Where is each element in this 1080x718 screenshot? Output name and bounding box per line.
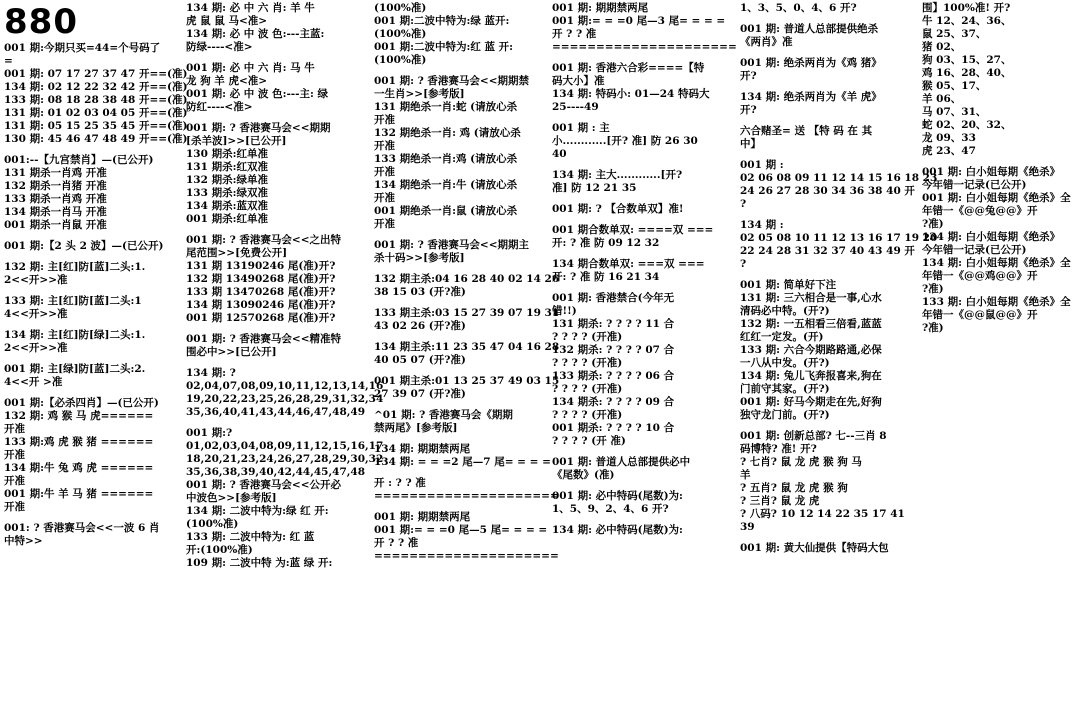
text-line: 134 期: 02 12 22 32 42 开==(准): [4, 81, 188, 93]
text-line: 牛 12、24、36、: [922, 15, 1012, 27]
spacer: [740, 151, 914, 159]
text-line: ?: [740, 258, 747, 270]
text-line: 《两肖》准: [740, 36, 793, 48]
text-line: 132 期主杀:04 16 28 40 02 14 26: [374, 273, 560, 285]
text-line: 131 期: 01 02 03 04 05 开==(准): [4, 107, 188, 119]
text-line: 001 期: 绝杀两肖为《鸡 猪》: [740, 57, 882, 69]
text-line: 2<<开>>准: [4, 274, 68, 286]
column-4: [548, 0, 736, 718]
spacer: [374, 503, 544, 511]
text-line: 001 期: 简单好下注: [740, 279, 837, 291]
text-line: =====================: [552, 41, 737, 53]
text-line: 防红----<准>: [186, 101, 253, 113]
text-line: 132 期杀: ? ? ? ? 07 合: [552, 344, 675, 356]
text-line: 001 期: ? 香港赛马会<<精准特: [186, 333, 342, 345]
spacer: [552, 516, 732, 524]
spacer: [4, 287, 178, 295]
text-line: 2<<开>>准: [4, 342, 68, 354]
text-line: 001 期杀一肖鼠 开准: [4, 219, 107, 231]
text-line: 134 期: 必 中 波 色:---主蓝:: [186, 28, 325, 40]
text-line: 134 期: 兔儿飞奔报喜来,狗在: [740, 370, 882, 382]
text-line: 001 期: ? 香港赛马会<<公开必: [186, 479, 342, 491]
text-line: (100%准): [186, 518, 239, 530]
text-line: 132 期 13490268 尾(准)开?: [186, 273, 336, 285]
spacer: [740, 271, 914, 279]
text-line: 001 期: 期期禁两尾: [552, 2, 649, 14]
text-line: ?准): [922, 218, 944, 230]
text-line: 24 26 27 28 30 34 36 38 40 开: [740, 185, 915, 197]
text-line: 001 期:今期只买=44=个号码了: [4, 42, 161, 54]
text-line: 134 期 :: [740, 219, 784, 231]
spacer: [552, 195, 732, 203]
text-line: 开准: [374, 140, 395, 152]
text-line: 130 期: 45 46 47 48 49 开==(准): [4, 133, 188, 145]
text-line: [杀羊波]>>[已公开]: [186, 135, 287, 147]
text-line: 35,36,40,41,43,44,46,47,48,49: [186, 406, 366, 418]
text-line: 开: ? 准 防 16 21 34: [552, 271, 660, 283]
text-line: 开准: [374, 166, 395, 178]
text-line: 43 02 26 (开?准): [374, 320, 466, 332]
text-line: 133 期: 二波中特为: 红 蓝: [186, 531, 315, 543]
text-line: 六合赌圣= 送 【特 码 在 其: [740, 125, 873, 137]
text-line: 001 期: 白小姐每期《绝杀》全: [922, 192, 1071, 204]
text-line: 001 期: 好马今期走在先,好狗: [740, 396, 882, 408]
text-line: 131 期: 三六相合是一事,心水: [740, 292, 882, 304]
text-line: 001 期: ? 香港赛马会<<期期主: [374, 239, 530, 251]
spacer: [740, 83, 914, 91]
spacer: [740, 422, 914, 430]
text-line: 133 期: 08 18 28 38 48 开==(准): [4, 94, 188, 106]
spacer: [4, 232, 178, 240]
text-line: 开准: [374, 114, 395, 126]
spacer: [4, 146, 178, 154]
text-line: 小............[开? 准] 防 26 30: [552, 135, 698, 147]
text-line: 134 期 13090246 尾(准)开?: [186, 299, 336, 311]
spacer: [186, 359, 366, 367]
text-line: 001 期主杀:01 13 25 37 49 03 15: [374, 375, 560, 387]
column-3: [370, 0, 560, 718]
col6-lines: [922, 2, 1076, 335]
text-line: 001 期: 香港六合彩====【特: [552, 62, 705, 74]
text-line: 134 期:牛 兔 鸡 虎 ======: [4, 462, 154, 474]
text-line: 01,02,03,04,08,09,11,12,15,16,17: [186, 440, 384, 452]
text-line: 134 期杀:蓝双准: [186, 200, 268, 212]
text-line: 虎 鼠 鼠 马<准>: [186, 15, 268, 27]
spacer: [552, 448, 732, 456]
text-line: 22 24 28 31 32 37 40 43 49 开: [740, 245, 915, 257]
text-line: 开:(100%准): [186, 544, 253, 556]
spacer: [4, 321, 178, 329]
text-line: ? 三肖? 鼠 龙 虎: [740, 495, 820, 507]
text-line: 001:--【九宫禁肖】—(已公开): [4, 154, 154, 166]
text-line: 001 期:= = =0 尾—3 尾= = = =: [552, 15, 726, 27]
col2-lines: [186, 2, 384, 570]
text-line: 131 期绝杀一肖:蛇 (请放心杀: [374, 101, 518, 113]
spacer: [552, 250, 732, 258]
col1-lines: [4, 42, 188, 548]
text-line: 001 期:?: [186, 427, 233, 439]
text-line: 133 期杀一肖鸡 开准: [4, 193, 107, 205]
text-line: ?准): [922, 283, 944, 295]
text-line: 130 期杀:红单准: [186, 148, 268, 160]
text-line: 134 期: 主大............[开?: [552, 169, 683, 181]
text-line: 001 期 :: [740, 159, 784, 171]
spacer: [374, 333, 544, 341]
text-line: 围必中>>[已公开]: [186, 346, 277, 358]
text-line: 开 ? ? 准: [374, 537, 419, 549]
spacer: [374, 367, 544, 375]
text-line: 羊: [740, 469, 751, 481]
text-line: 001 期: ? 香港赛马会<<之出特: [186, 234, 342, 246]
text-line: 鼠 25、37、: [922, 28, 987, 40]
text-line: 001 期绝杀一肖:鼠 (请放心杀: [374, 205, 518, 217]
text-line: 年错一《@@鸡@@》开: [922, 270, 1038, 282]
text-line: 开 : ? ? 准: [374, 477, 426, 489]
text-line: 38 15 03 (开?准): [374, 286, 466, 298]
text-line: 133 期: 主[红]防[蓝]二头:1: [4, 295, 142, 307]
text-line: 《尾数》(准): [552, 469, 615, 481]
text-line: 码大小】准: [552, 75, 605, 87]
text-line: 码博特? 准! 开?: [740, 443, 817, 455]
spacer: [740, 211, 914, 219]
text-line: 开准: [4, 449, 25, 461]
text-line: 今年错一记录(已公开): [922, 244, 1027, 256]
text-line: 133 期主杀:03 15 27 39 07 19 31: [374, 307, 560, 319]
text-line: 001: ? 香港赛马会<<一波 6 肖: [4, 522, 160, 534]
text-line: 围】100%准! 开?: [922, 2, 1011, 14]
text-line: 39: [740, 521, 755, 533]
spacer: [4, 389, 178, 397]
text-line: 18,20,21,23,24,26,27,28,29,30,32: [186, 453, 384, 465]
text-line: 02 06 08 09 11 12 14 15 16 18 23: [740, 172, 938, 184]
text-line: ? 八码? 10 12 14 22 35 17 41: [740, 508, 905, 520]
text-line: 134 期: 二波中特为:绿 红 开:: [186, 505, 329, 517]
text-line: 133 期杀:绿双准: [186, 187, 268, 199]
text-line: 133 期: 六合今期路路通,必保: [740, 344, 882, 356]
text-line: 134 期合数单双: ===双 ===: [552, 258, 705, 270]
spacer: [374, 231, 544, 239]
text-line: 02,04,07,08,09,10,11,12,13,14,16: [186, 380, 384, 392]
text-line: 001 期: 主[绿]防[蓝]二头:2.: [4, 363, 146, 375]
text-line: 羊 06、: [922, 93, 962, 105]
spacer: [922, 158, 1076, 166]
text-line: 27 39 07 (开?准): [374, 388, 466, 400]
spacer: [552, 161, 732, 169]
spacer: [552, 114, 732, 122]
text-line: 中特>>: [4, 535, 43, 547]
text-line: ? 七肖? 鼠 龙 虎 猴 狗 马: [740, 456, 862, 468]
text-line: 001 期: 普道人总部提供绝杀: [740, 23, 879, 35]
text-line: 红红一定发。(开): [740, 331, 824, 343]
text-line: 狗 03、15、27、: [922, 54, 1012, 66]
text-line: (100%准): [374, 28, 427, 40]
text-line: 防绿----<准>: [186, 41, 253, 53]
text-line: 年错一《@@兔@@》开: [922, 205, 1038, 217]
text-line: 001 期 12570268 尾(准)开?: [186, 312, 336, 324]
text-line: 开准: [374, 192, 395, 204]
text-line: 134 期: 主[红]防[绿]二头:1.: [4, 329, 146, 341]
text-line: ? 五肖? 鼠 龙 虎 猴 狗: [740, 482, 848, 494]
text-line: 109 期: 二波中特 为:蓝 绿 开:: [186, 557, 333, 569]
text-line: 001 期: 期期禁两尾: [374, 511, 471, 523]
text-line: 4<<开 >准: [4, 376, 63, 388]
text-line: 年错一《@@鼠@@》开: [922, 309, 1038, 321]
column-6: [918, 0, 1080, 718]
text-line: 001 期:【2 头 2 波】—(已公开): [4, 240, 164, 252]
text-line: ? ? ? ? (开准): [552, 383, 623, 395]
col4-lines: [552, 2, 737, 537]
text-line: 134 期: 期期禁两尾: [374, 443, 471, 455]
spacer: [186, 114, 366, 122]
text-line: 龙 狗 羊 虎<准>: [186, 75, 268, 87]
spacer: [740, 534, 914, 542]
text-line: 134 期主杀:11 23 35 47 04 16 28: [374, 341, 560, 353]
text-line: 龙 09、33: [922, 132, 976, 144]
text-line: 132 期: 主[红]防[蓝]二头:1.: [4, 261, 146, 273]
text-line: 25----49: [552, 101, 599, 113]
text-line: ?准): [922, 322, 944, 334]
text-line: 35,36,38,39,40,42,44,45,47,48: [186, 466, 366, 478]
col3-lines: [374, 2, 560, 563]
spacer: [186, 325, 366, 333]
text-line: 马 07、31、: [922, 106, 987, 118]
text-line: 1、5、9、2、4、6 开?: [552, 503, 669, 515]
text-line: 40: [552, 148, 567, 160]
logo-880: 880: [4, 2, 78, 42]
text-line: 猪 02、: [922, 41, 962, 53]
text-line: ?: [740, 198, 747, 210]
spacer: [4, 514, 178, 522]
text-line: =====================: [374, 490, 559, 502]
text-line: 02 05 08 10 11 12 13 16 17 19 20: [740, 232, 938, 244]
text-line: 134 期: 特码小: 01—24 特码大: [552, 88, 710, 100]
text-line: 134 期: = = =2 尾—7 尾= = = =: [374, 456, 551, 468]
text-line: 40 05 07 (开?准): [374, 354, 466, 366]
text-line: 鸡 16、28、40、: [922, 67, 1012, 79]
text-line: 开准: [4, 475, 25, 487]
spacer: [186, 226, 366, 234]
text-line: 猴 05、17、: [922, 80, 987, 92]
text-line: 门前守其家。(开?): [740, 383, 830, 395]
spacer: [374, 435, 544, 443]
text-line: 19,20,22,23,25,26,28,29,31,32,34: [186, 393, 384, 405]
text-line: 001 期: 必 中 波 色:---主: 绿: [186, 88, 329, 100]
text-line: 134 期杀: ? ? ? ? 09 合: [552, 396, 675, 408]
text-line: 134 期: 必中特码(尾数)为:: [552, 524, 683, 536]
text-line: 001 期: ? 香港赛马会<<期期禁: [374, 75, 530, 87]
text-line: 001 期:= = =0 尾—5 尾= = = =: [374, 524, 548, 536]
text-line: 001 期:二波中特为:绿 蓝开:: [374, 15, 510, 27]
text-line: 虎 23、47: [922, 145, 976, 157]
text-line: =====================: [374, 550, 559, 562]
spacer: [4, 253, 178, 261]
spacer: [186, 54, 366, 62]
text-line: 001 期: 香港禁合(今年无: [552, 292, 675, 304]
text-line: (100%准): [374, 54, 427, 66]
text-line: ? ? ? ? (开 准): [552, 435, 626, 447]
spacer: [4, 355, 178, 363]
text-line: =: [4, 55, 13, 67]
text-line: 开?: [740, 104, 757, 116]
text-line: 001 期:【必杀四肖】—(已公开): [4, 397, 159, 409]
text-line: ? ? ? ? (开准): [552, 331, 623, 343]
text-line: 132 期杀:绿单准: [186, 174, 268, 186]
text-line: 133 期绝杀一肖:鸡 (请放心杀: [374, 153, 518, 165]
text-line: ? ? ? ? (开准): [552, 409, 623, 421]
text-line: 001 期杀:红单准: [186, 213, 268, 225]
spacer: [740, 49, 914, 57]
text-line: 134 期: 白小姐每期《绝杀》全: [922, 257, 1071, 269]
spacer: [552, 54, 732, 62]
text-line: 131 期: 05 15 25 35 45 开==(准): [4, 120, 188, 132]
text-line: 开: ? 准 防 09 12 32: [552, 237, 660, 249]
text-line: 131 期 13190246 尾(准)开?: [186, 260, 336, 272]
text-line: 001 期: 必 中 六 肖: 马 牛: [186, 62, 315, 74]
text-line: 今年错一记录(已公开): [922, 179, 1027, 191]
text-line: 132 期: 一五相看三倍看,蓝蓝: [740, 318, 882, 330]
text-line: 132 期杀一肖猪 开准: [4, 180, 107, 192]
text-line: 131 期杀: ? ? ? ? 11 合: [552, 318, 675, 330]
text-line: (100%准): [374, 2, 427, 14]
text-line: 4<<开>>准: [4, 308, 68, 320]
text-line: 132 期绝杀一肖: 鸡 (请放心杀: [374, 127, 521, 139]
spacer: [374, 265, 544, 273]
text-line: 准] 防 12 21 35: [552, 182, 637, 194]
spacer: [740, 15, 914, 23]
text-line: 001 期:牛 羊 马 猪 ======: [4, 488, 154, 500]
text-line: 001 期合数单双: ====双 ===: [552, 224, 714, 236]
text-line: 001 期: 普道人总部提供必中: [552, 456, 691, 468]
spacer: [374, 299, 544, 307]
text-line: 错!!): [552, 305, 577, 317]
spacer: [374, 469, 544, 477]
text-line: 中】: [740, 138, 761, 150]
text-line: 尾范围>>[免费公开]: [186, 247, 288, 259]
text-line: 独守龙门前。(开?): [740, 409, 830, 421]
text-line: 134 期杀一肖马 开准: [4, 206, 107, 218]
text-line: 133 期杀: ? ? ? ? 06 合: [552, 370, 675, 382]
text-line: 开?: [740, 70, 757, 82]
text-line: 001 期 : 主: [552, 122, 610, 134]
text-line: 131 期杀一肖鸡 开准: [4, 167, 107, 179]
text-line: 001 期:二波中特为:红 蓝 开:: [374, 41, 514, 53]
text-line: 开准: [4, 423, 25, 435]
text-line: 一八从中发。(开?): [740, 357, 830, 369]
text-line: 清码必中特。(开?): [740, 305, 830, 317]
text-line: 开准: [374, 218, 395, 230]
column-5: [736, 0, 938, 718]
text-line: 001 期: 白小姐每期《绝杀》: [922, 166, 1061, 178]
text-line: ? ? ? ? (开准): [552, 357, 623, 369]
text-line: 001 期杀: ? ? ? ? 10 合: [552, 422, 675, 434]
text-line: 001 期: 黄大仙提供【特码大包: [740, 542, 889, 554]
spacer: [186, 419, 366, 427]
text-line: 133 期:鸡 虎 猴 猪 ======: [4, 436, 154, 448]
text-line: 133 期 13470268 尾(准)开?: [186, 286, 336, 298]
text-line: 134 期绝杀一肖:牛 (请放心杀: [374, 179, 518, 191]
text-line: 禁两尾》[参考版]: [374, 422, 458, 434]
text-line: 134 期: ?: [186, 367, 236, 379]
text-line: 1、3、5、0、4、6 开?: [740, 2, 857, 14]
text-line: 开 ? ? 准: [552, 28, 597, 40]
spacer: [374, 401, 544, 409]
text-line: 132 期: 鸡 猴 马 虎======: [4, 410, 154, 422]
text-line: 001 期: ? 【合数单双】准!: [552, 203, 684, 215]
spacer: [552, 284, 732, 292]
text-line: 133 期: 白小姐每期《绝杀》全: [922, 296, 1071, 308]
text-line: 131 期杀:红双准: [186, 161, 268, 173]
text-line: 蛇 02、20、32、: [922, 119, 1012, 131]
col5-lines: [740, 2, 938, 555]
text-line: 134 期: 必 中 六 肖: 羊 牛: [186, 2, 315, 14]
text-line: 001 期: 必中特码(尾数)为:: [552, 490, 683, 502]
spacer: [374, 67, 544, 75]
spacer: [552, 216, 732, 224]
text-line: 中波色>>[参考版]: [186, 492, 277, 504]
spacer: [740, 117, 914, 125]
text-line: 杀十码>>[参考版]: [374, 252, 465, 264]
text-line: 一生肖>>[参考版]: [374, 88, 465, 100]
column-1: [0, 0, 188, 718]
text-line: 134 期: 白小姐每期《绝杀》: [922, 231, 1061, 243]
text-line: ^01 期: ? 香港赛马会《期期: [374, 409, 513, 421]
column-2: [182, 0, 384, 718]
text-line: 134 期: 绝杀两肖为《羊 虎》: [740, 91, 882, 103]
text-line: 001 期: 创新总部? 七--三肖 8: [740, 430, 887, 442]
text-line: 001 期: ? 香港赛马会<<期期: [186, 122, 331, 134]
text-line: 开准: [4, 501, 25, 513]
spacer: [552, 482, 732, 490]
text-line: 001 期: 07 17 27 37 47 开==(准): [4, 68, 188, 80]
